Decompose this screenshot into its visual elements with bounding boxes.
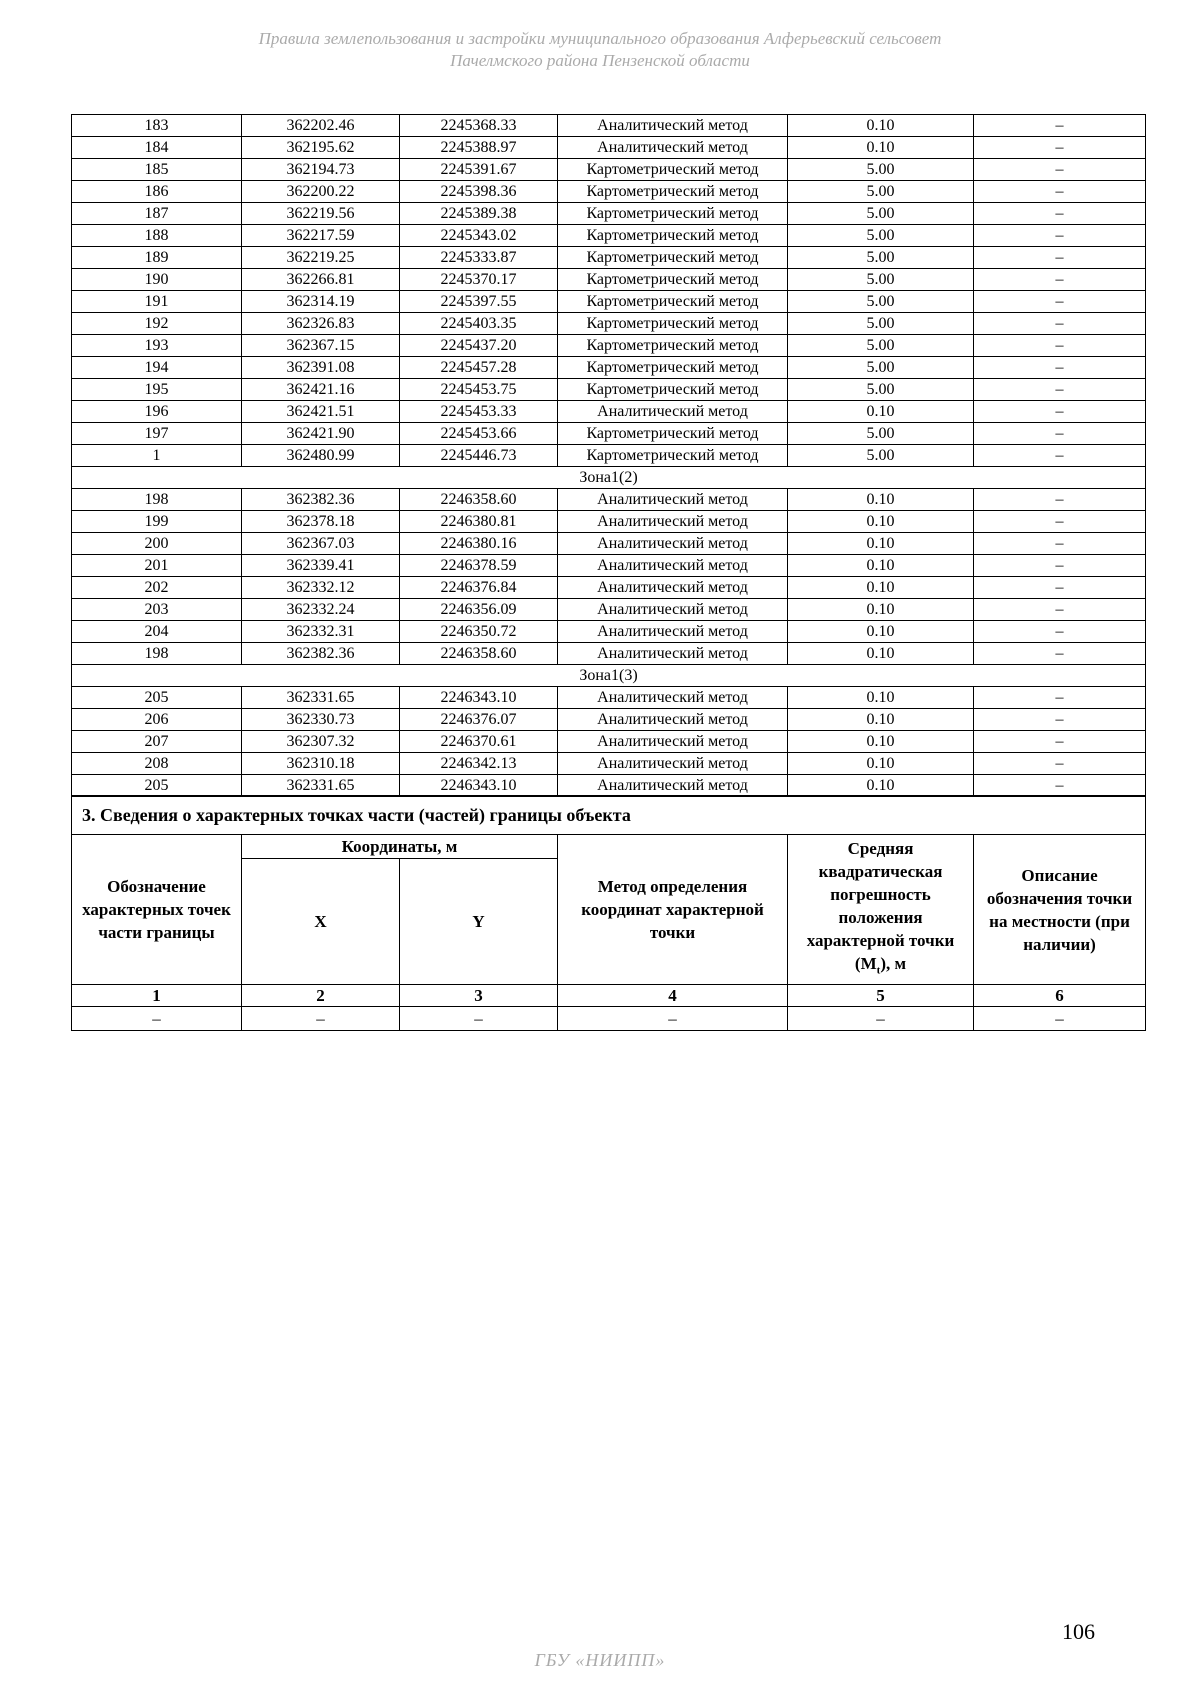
- error: 0.10: [788, 489, 974, 511]
- table-row: [72, 511, 1146, 533]
- description: –: [974, 247, 1146, 269]
- table-row: [72, 709, 1146, 731]
- description: –: [974, 181, 1146, 203]
- description: –: [974, 357, 1146, 379]
- point-number: 206: [72, 709, 242, 731]
- description: –: [974, 445, 1146, 467]
- description: –: [974, 269, 1146, 291]
- coord-x: 362331.65: [242, 775, 400, 797]
- error: 5.00: [788, 225, 974, 247]
- col-number-3: 3: [400, 985, 558, 1007]
- method: Аналитический метод: [558, 731, 788, 753]
- method: Картометрический метод: [558, 423, 788, 445]
- coord-x: 362310.18: [242, 753, 400, 775]
- table-row: [72, 401, 1146, 423]
- coord-x: 362421.16: [242, 379, 400, 401]
- coord-x: 362421.51: [242, 401, 400, 423]
- method: Аналитический метод: [558, 621, 788, 643]
- coord-x: 362382.36: [242, 643, 400, 665]
- table-row: [72, 731, 1146, 753]
- error: 5.00: [788, 291, 974, 313]
- zone-label: Зона1(2): [72, 467, 1146, 489]
- method: Аналитический метод: [558, 137, 788, 159]
- table-row: [72, 577, 1146, 599]
- table-row: [72, 247, 1146, 269]
- table-row: [72, 225, 1146, 247]
- error: 0.10: [788, 731, 974, 753]
- header-coordinates: Координаты, м: [242, 835, 558, 859]
- method: Аналитический метод: [558, 533, 788, 555]
- section3-table: [71, 795, 1146, 1031]
- table-row: [72, 445, 1146, 467]
- coord-y: 2245370.17: [400, 269, 558, 291]
- method: Аналитический метод: [558, 775, 788, 797]
- description: –: [974, 291, 1146, 313]
- point-number: 198: [72, 489, 242, 511]
- header-description: Описание обозначения точки на местности (при наличии): [974, 835, 1146, 985]
- coord-y: 2246376.84: [400, 577, 558, 599]
- error: 5.00: [788, 313, 974, 335]
- coord-x: 362314.19: [242, 291, 400, 313]
- point-number: 201: [72, 555, 242, 577]
- coord-x: 362332.31: [242, 621, 400, 643]
- table-row: [72, 423, 1146, 445]
- description: –: [974, 753, 1146, 775]
- point-number: 1: [72, 445, 242, 467]
- description: –: [974, 137, 1146, 159]
- method: Картометрический метод: [558, 335, 788, 357]
- method: Аналитический метод: [558, 555, 788, 577]
- coord-y: 2246356.09: [400, 599, 558, 621]
- method: Аналитический метод: [558, 489, 788, 511]
- table-row: [72, 489, 1146, 511]
- method: Картометрический метод: [558, 269, 788, 291]
- point-number: 192: [72, 313, 242, 335]
- method: Аналитический метод: [558, 577, 788, 599]
- coord-x: 362331.65: [242, 687, 400, 709]
- table-row: [72, 357, 1146, 379]
- coord-y: 2246358.60: [400, 489, 558, 511]
- error: 0.10: [788, 511, 974, 533]
- point-number: 196: [72, 401, 242, 423]
- header-line-2: Пачелмского района Пензенской области: [450, 51, 750, 70]
- method: Картометрический метод: [558, 225, 788, 247]
- coord-y: 2245343.02: [400, 225, 558, 247]
- description: –: [974, 775, 1146, 797]
- header-designation: Обозначение характерных точек части границы: [72, 835, 242, 985]
- coord-x: 362217.59: [242, 225, 400, 247]
- document-header: [0, 28, 1200, 72]
- table-row: [72, 599, 1146, 621]
- coord-y: 2246343.10: [400, 687, 558, 709]
- error: 5.00: [788, 181, 974, 203]
- description: –: [974, 489, 1146, 511]
- col-number-4: 4: [558, 985, 788, 1007]
- description: –: [974, 335, 1146, 357]
- point-number: 204: [72, 621, 242, 643]
- coord-x: 362266.81: [242, 269, 400, 291]
- error: 0.10: [788, 753, 974, 775]
- coord-x: 362195.62: [242, 137, 400, 159]
- description: –: [974, 555, 1146, 577]
- error: 0.10: [788, 687, 974, 709]
- method: Аналитический метод: [558, 401, 788, 423]
- coord-y: 2246380.16: [400, 533, 558, 555]
- table-row: [72, 159, 1146, 181]
- point-number: 186: [72, 181, 242, 203]
- coord-y: 2245388.97: [400, 137, 558, 159]
- error: 0.10: [788, 621, 974, 643]
- coord-y: 2246342.13: [400, 753, 558, 775]
- error: 0.10: [788, 555, 974, 577]
- table-row: [72, 137, 1146, 159]
- error: 0.10: [788, 137, 974, 159]
- point-number: 207: [72, 731, 242, 753]
- error: 5.00: [788, 379, 974, 401]
- method: Картометрический метод: [558, 357, 788, 379]
- coord-y: 2246376.07: [400, 709, 558, 731]
- description: –: [974, 709, 1146, 731]
- coord-y: 2246358.60: [400, 643, 558, 665]
- error: 0.10: [788, 643, 974, 665]
- description: –: [974, 423, 1146, 445]
- description: –: [974, 599, 1146, 621]
- error: 5.00: [788, 423, 974, 445]
- section3-title: 3. Сведения о характерных точках части (частей) границы объекта: [72, 796, 1146, 835]
- point-number: 184: [72, 137, 242, 159]
- method: Картометрический метод: [558, 203, 788, 225]
- description: –: [974, 687, 1146, 709]
- coord-x: 362367.03: [242, 533, 400, 555]
- coord-y: 2245453.75: [400, 379, 558, 401]
- coord-x: 362332.24: [242, 599, 400, 621]
- method: Аналитический метод: [558, 687, 788, 709]
- point-number: 202: [72, 577, 242, 599]
- coord-y: 2246343.10: [400, 775, 558, 797]
- description: –: [974, 533, 1146, 555]
- error: 0.10: [788, 533, 974, 555]
- coord-y: 2245453.66: [400, 423, 558, 445]
- coord-y: 2245446.73: [400, 445, 558, 467]
- empty-cell: –: [788, 1007, 974, 1031]
- point-number: 195: [72, 379, 242, 401]
- description: –: [974, 511, 1146, 533]
- coord-x: 362219.25: [242, 247, 400, 269]
- method: Картометрический метод: [558, 247, 788, 269]
- coord-x: 362194.73: [242, 159, 400, 181]
- error: 5.00: [788, 445, 974, 467]
- point-number: 198: [72, 643, 242, 665]
- method: Картометрический метод: [558, 291, 788, 313]
- coord-x: 362391.08: [242, 357, 400, 379]
- point-number: 194: [72, 357, 242, 379]
- description: –: [974, 401, 1146, 423]
- empty-cell: –: [558, 1007, 788, 1031]
- coord-x: 362200.22: [242, 181, 400, 203]
- table-row: [72, 313, 1146, 335]
- header-line-1: Правила землепользования и застройки муниципального образования Алферьевский сельсовет: [258, 29, 942, 48]
- description: –: [974, 203, 1146, 225]
- zone-label: Зона1(3): [72, 665, 1146, 687]
- coord-y: 2245391.67: [400, 159, 558, 181]
- method: Аналитический метод: [558, 709, 788, 731]
- table-row: [72, 533, 1146, 555]
- coord-x: 362307.32: [242, 731, 400, 753]
- coord-x: 362339.41: [242, 555, 400, 577]
- point-number: 200: [72, 533, 242, 555]
- method: Аналитический метод: [558, 599, 788, 621]
- coord-x: 362378.18: [242, 511, 400, 533]
- description: –: [974, 621, 1146, 643]
- point-number: 191: [72, 291, 242, 313]
- points-table: [71, 114, 1146, 797]
- coord-x: 362219.56: [242, 203, 400, 225]
- coord-y: 2245333.87: [400, 247, 558, 269]
- point-number: 203: [72, 599, 242, 621]
- table-row: [72, 753, 1146, 775]
- point-number: 199: [72, 511, 242, 533]
- error: 5.00: [788, 357, 974, 379]
- description: –: [974, 159, 1146, 181]
- error: 0.10: [788, 577, 974, 599]
- point-number: 183: [72, 115, 242, 137]
- col-number-5: 5: [788, 985, 974, 1007]
- point-number: 208: [72, 753, 242, 775]
- table-row: [72, 643, 1146, 665]
- table-row: [72, 269, 1146, 291]
- points-table-body: [72, 115, 1146, 797]
- table-row: [72, 379, 1146, 401]
- error: 5.00: [788, 203, 974, 225]
- header-error: Средняя квадратическая погрешность положения характерной точки $(M_t)$, м: [788, 835, 974, 985]
- header-method: Метод определения координат характерной точки: [558, 835, 788, 985]
- coord-y: 2246378.59: [400, 555, 558, 577]
- table-row: [72, 555, 1146, 577]
- point-number: 187: [72, 203, 242, 225]
- empty-cell: –: [400, 1007, 558, 1031]
- coord-y: 2245368.33: [400, 115, 558, 137]
- error: 0.10: [788, 401, 974, 423]
- error: 0.10: [788, 115, 974, 137]
- col-number-2: 2: [242, 985, 400, 1007]
- method: Аналитический метод: [558, 753, 788, 775]
- point-number: 193: [72, 335, 242, 357]
- method: Картометрический метод: [558, 379, 788, 401]
- table-row: [72, 181, 1146, 203]
- coord-x: 362326.83: [242, 313, 400, 335]
- description: –: [974, 225, 1146, 247]
- coord-x: 362367.15: [242, 335, 400, 357]
- coord-y: 2245437.20: [400, 335, 558, 357]
- error: 0.10: [788, 775, 974, 797]
- coord-y: 2245457.28: [400, 357, 558, 379]
- coord-x: 362421.90: [242, 423, 400, 445]
- coord-x: 362480.99: [242, 445, 400, 467]
- point-number: 205: [72, 775, 242, 797]
- header-x: X: [242, 859, 400, 985]
- coord-y: 2246350.72: [400, 621, 558, 643]
- method: Аналитический метод: [558, 643, 788, 665]
- error: 5.00: [788, 269, 974, 291]
- header-y: Y: [400, 859, 558, 985]
- point-number: 205: [72, 687, 242, 709]
- empty-cell: –: [974, 1007, 1146, 1031]
- description: –: [974, 731, 1146, 753]
- zone-row: [72, 665, 1146, 687]
- table-row: [72, 291, 1146, 313]
- table-row: [72, 621, 1146, 643]
- point-number: 190: [72, 269, 242, 291]
- description: –: [974, 643, 1146, 665]
- coord-y: 2245453.33: [400, 401, 558, 423]
- coord-y: 2245403.35: [400, 313, 558, 335]
- coord-x: 362202.46: [242, 115, 400, 137]
- method: Аналитический метод: [558, 511, 788, 533]
- table-row: [72, 203, 1146, 225]
- error: 5.00: [788, 247, 974, 269]
- coord-y: 2246370.61: [400, 731, 558, 753]
- method: Картометрический метод: [558, 313, 788, 335]
- coord-y: 2245397.55: [400, 291, 558, 313]
- error: 0.10: [788, 599, 974, 621]
- coord-x: 362332.12: [242, 577, 400, 599]
- error: 0.10: [788, 709, 974, 731]
- coord-y: 2245389.38: [400, 203, 558, 225]
- error: 5.00: [788, 159, 974, 181]
- description: –: [974, 115, 1146, 137]
- point-number: 197: [72, 423, 242, 445]
- table-row: [72, 775, 1146, 797]
- method: Картометрический метод: [558, 181, 788, 203]
- table-row: [72, 115, 1146, 137]
- error: 5.00: [788, 335, 974, 357]
- description: –: [974, 577, 1146, 599]
- empty-cell: –: [72, 1007, 242, 1031]
- col-number-6: 6: [974, 985, 1146, 1007]
- description: –: [974, 379, 1146, 401]
- page-number: 106: [1062, 1619, 1095, 1644]
- coord-x: 362382.36: [242, 489, 400, 511]
- method: Картометрический метод: [558, 445, 788, 467]
- coord-x: 362330.73: [242, 709, 400, 731]
- table-row: [72, 687, 1146, 709]
- point-number: 188: [72, 225, 242, 247]
- description: –: [974, 313, 1146, 335]
- coord-y: 2246380.81: [400, 511, 558, 533]
- method: Аналитический метод: [558, 115, 788, 137]
- empty-cell: –: [242, 1007, 400, 1031]
- coord-y: 2245398.36: [400, 181, 558, 203]
- point-number: 185: [72, 159, 242, 181]
- point-number: 189: [72, 247, 242, 269]
- document-footer: ГБУ «НИИПП»: [534, 1650, 666, 1670]
- table-row: [72, 335, 1146, 357]
- zone-row: [72, 467, 1146, 489]
- method: Картометрический метод: [558, 159, 788, 181]
- col-number-1: 1: [72, 985, 242, 1007]
